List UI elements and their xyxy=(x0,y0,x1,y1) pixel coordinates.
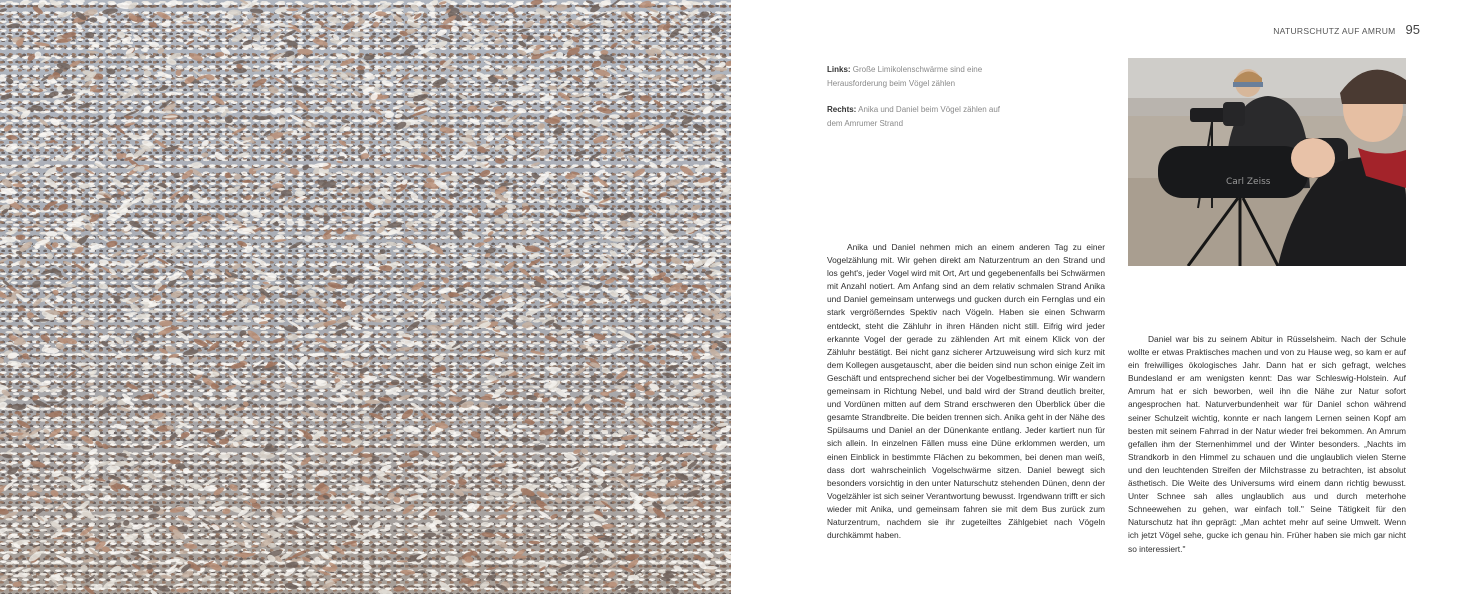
photo-caption xyxy=(827,63,1017,143)
birdwatchers-illustration xyxy=(1128,58,1406,266)
running-header xyxy=(1273,22,1420,37)
caption-left-label: Links: xyxy=(827,65,851,74)
running-title: NATURSCHUTZ AUF AMRUM xyxy=(1273,26,1396,36)
caption-left-text: Große Limikolenschwärme sind eine Herausforderung beim Vögel zählen xyxy=(827,65,983,88)
body-text-column-left xyxy=(827,241,1105,542)
body-text-column-right xyxy=(1128,333,1406,556)
caption-left xyxy=(827,63,1017,91)
body-text-right: Daniel war bis zu seinem Abitur in Rüsselsheim. Nach der Schule wollte er etwas Praktisches machen und von zu Hause weg, so kam er auf ein freiwilliges ökologisches Jahr. Dann hat er sich gefragt, welches Bundesland er am wenigsten kennt: Das war Schleswig-Holstein. Auf Amrum hat er sich beworben, weil ihn die Nähe zur Natur sofort angesprochen hat. Naturverbundenheit war für Daniel schon während seiner Schulzeit wichtig, konnte er nach langem Lernen seinen Kopf am besten mit seinem Fahrrad in der Natur wieder frei bekommen. An Amrum gefallen ihm der Sternenhimmel und der Winter besonders. „Nachts im Strandkorb in den Himmel zu schauen und die unglaublich vielen Sterne und den leuchtenden Streifen der Milchstrasse zu betrachten, ist absolut ästhetisch. Die Weite des Universums wird einem dann richtig bewusst. Unter Schnee sah alles unglaublich aus und durch meterhohe Schneewehen zu gehen, war einfach toll." Seine Tätigkeit für den Naturschutz hat ihn geprägt: „Man achtet mehr auf seine Umwelt. Wenn ich jetzt Vögel sehe, gucke ich genau hin. Früher haben sie mich gar nicht so interessiert." xyxy=(1128,334,1406,554)
page-number: 95 xyxy=(1405,22,1420,37)
body-text-left: Anika und Daniel nehmen mich an einem anderen Tag zu einer Vogelzählung mit. Wir gehen direkt am Naturzentrum an den Strand und los geht's, jeder Vogel wird mit Ort, Art und gegebenenfalls bei Schwärmen mit Anzahl notiert. Am Anfang sind an dem relativ schmalen Strand Anika und Daniel gemeinsam unterwegs und gucken durch ein Fernglas und ein stark vergrößerndes Spektiv nach Vögeln. Haben sie einen Schwarm entdeckt, steht die Zähluhr in ihren Händen nicht still. Eifrig wird jeder erkannte Vogel der gerade zu zählenden Art mit einem Klick von der Zähluhr bestätigt. Bei nicht ganz sicherer Artzuweisung wird sich kurz mit dem Kollegen ausgetauscht, aber die beiden sind nun schon einige Zeit im Geschäft und entsprechend sicher bei der Vogelbestimmung. Wir wandern gemeinsam in Richtung Nebel, und bald wird der Strand deutlich breiter, und Vordünen mitten auf dem Strand erschweren den Überblick über die gesamte Strandbreite. Die beiden trennen sich. Anika geht in der Nähe des Spülsaums und Daniel an der Dünenkante entlang. Jeder kartiert nun für sich allein. In einzelnen Fällen muss eine Düne erklommen werden, um einen Einblick in bestimmte Flächen zu bekommen, bei denen man weiß, dass dort wahrscheinlich Vogelschwärme sitzen. Daniel bewegt sich besonders vorsichtig in den unter Naturschutz stehenden Dünen, denn der Vogelzähler ist sich seiner Verantwortung bewusst. Irgendwann trifft er sich wieder mit Anika, und gemeinsam fahren sie mit dem Bus zurück zum Naturzentrum, nachdem sie ihr zugeteiltes Zählgebiet nach Vögeln durchkämmt haben. xyxy=(827,242,1105,541)
caption-right-label: Rechts: xyxy=(827,105,857,114)
caption-right xyxy=(827,103,1017,131)
birdwatchers-photo xyxy=(1128,58,1406,266)
scope-brand-text: Carl Zeiss xyxy=(1226,177,1271,187)
caption-right-text: Anika und Daniel beim Vögel zählen auf dem Amrumer Strand xyxy=(827,105,1000,128)
